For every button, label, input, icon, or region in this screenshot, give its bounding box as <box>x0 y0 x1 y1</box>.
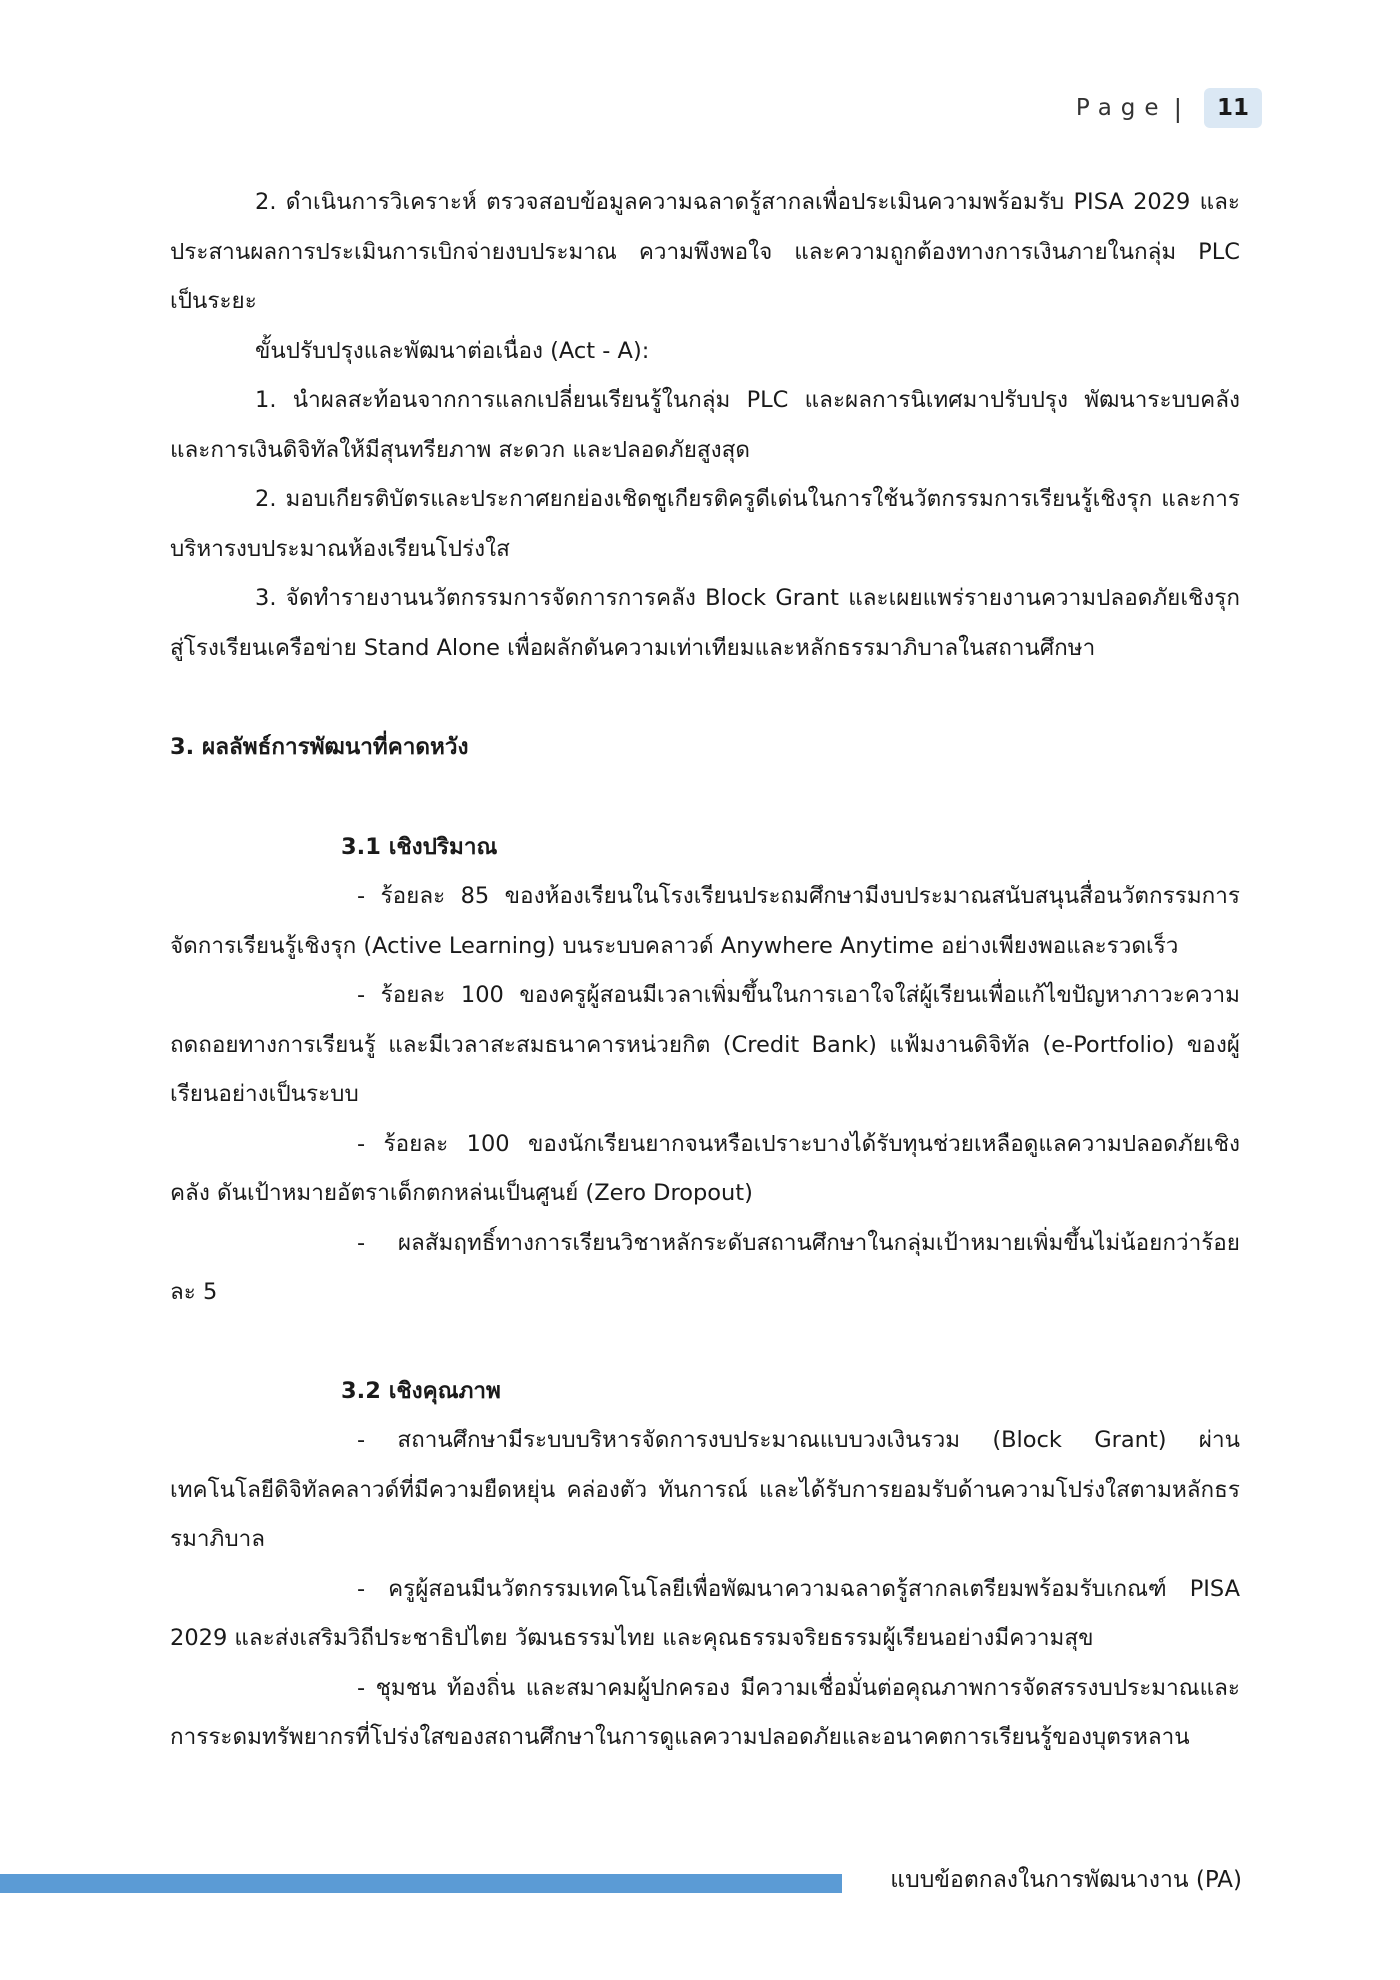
list-item: - ชุมชน ท้องถิ่น และสมาคมผู้ปกครอง มีความเชื่อมั่นต่อคุณภาพการจัดสรรงบประมาณและการระดมทรัพยากรที่โปร่งใสของสถานศึกษาในการดูแลความปลอดภัยและอนาคตการเรียนรู้ของบุตรหลาน <box>170 1674 1240 1750</box>
header-separator: | <box>1173 93 1182 123</box>
paragraph: 2. มอบเกียรติบัตรและประกาศยกย่องเชิดชูเกียรติครูดีเด่นในการใช้นวัตกรรมการเรียนรู้เชิงรุก และการบริหารงบประมาณห้องเรียนโปร่งใส <box>170 486 1240 562</box>
page-label: Page <box>1075 95 1168 121</box>
subsection-heading-quantitative: 3.1 เชิงปริมาณ <box>341 833 498 860</box>
act-phase-heading: ขั้นปรับปรุงและพัฒนาต่อเนื่อง (Act - A): <box>255 337 650 364</box>
section-heading: 3. ผลลัพธ์การพัฒนาที่คาดหวัง <box>170 734 469 760</box>
list-item: - ร้อยละ 100 ของครูผู้สอนมีเวลาเพิ่มขึ้นในการเอาใจใส่ผู้เรียนเพื่อแก้ไขปัญหาภาวะความถดถอยทางการเรียนรู้ และมีเวลาสะสมธนาคารหน่วยกิต (Credit Bank) แฟ้มงานดิจิทัล (e-Portfolio) ของผู้เรียนอย่างเป็นระบบ <box>170 982 1240 1107</box>
spacer <box>170 673 1240 723</box>
document-body <box>170 178 1240 1763</box>
list-item: - ครูผู้สอนมีนวัตกรรมเทคโนโลยีเพื่อพัฒนาความฉลาดรู้สากลเตรียมพร้อมรับเกณฑ์ PISA 2029 และส่งเสริมวิถีประชาธิปไตย วัฒนธรรมไทย และคุณธรรมจริยธรรมผู้เรียนอย่างมีความสุข <box>170 1575 1240 1651</box>
paragraph: 2. ดำเนินการวิเคราะห์ ตรวจสอบข้อมูลความฉลาดรู้สากลเพื่อประเมินความพร้อมรับ PISA 2029 และประสานผลการประเมินการเบิกจ่ายงบประมาณ ความพึงพอใจ และความถูกต้องทางการเงินภายในกลุ่ม PLC เป็นระยะ <box>170 189 1240 314</box>
list-item: - ร้อยละ 100 ของนักเรียนยากจนหรือเปราะบางได้รับทุนช่วยเหลือดูแลความปลอดภัยเชิงคลัง ดันเป้าหมายอัตราเด็กตกหล่นเป็นศูนย์ (Zero Dropout) <box>170 1130 1240 1206</box>
paragraph: 3. จัดทำรายงานนวัตกรรมการจัดการการคลัง Block Grant และเผยแพร่รายงานความปลอดภัยเชิงรุกสู่โรงเรียนเครือข่าย Stand Alone เพื่อผลักดันความเท่าเทียมและหลักธรรมาภิบาลในสถานศึกษา <box>170 585 1240 661</box>
list-item: - สถานศึกษามีระบบบริหารจัดการงบประมาณแบบวงเงินรวม (Block Grant) ผ่านเทคโนโลยีดิจิทัลคลาวด์ที่มีความยืดหยุ่น คล่องตัว ทันการณ์ และได้รับการยอมรับด้านความโปร่งใสตามหลักธรรมาภิบาล <box>170 1427 1240 1552</box>
footer-title: แบบข้อตกลงในการพัฒนางาน (PA) <box>890 1867 1242 1893</box>
spacer <box>170 1318 1240 1367</box>
list-item: - ผลสัมฤทธิ์ทางการเรียนวิชาหลักระดับสถานศึกษาในกลุ่มเป้าหมายเพิ่มขึ้นไม่น้อยกว่าร้อยละ 5 <box>170 1229 1240 1305</box>
footer-bar <box>0 1874 842 1893</box>
list-item: - ร้อยละ 85 ของห้องเรียนในโรงเรียนประถมศึกษามีงบประมาณสนับสนุนสื่อนวัตกรรมการจัดการเรียนรู้เชิงรุก (Active Learning) บนระบบคลาวด์ Anywhere Anytime อย่างเพียงพอและรวดเร็ว <box>170 883 1240 959</box>
page-header <box>1076 88 1262 128</box>
subsection-heading-qualitative: 3.2 เชิงคุณภาพ <box>341 1377 501 1404</box>
paragraph: 1. นำผลสะท้อนจากการแลกเปลี่ยนเรียนรู้ในกลุ่ม PLC และผลการนิเทศมาปรับปรุง พัฒนาระบบคลังและการเงินดิจิทัลให้มีสุนทรียภาพ สะดวก และปลอดภัยสูงสุด <box>170 387 1240 463</box>
spacer <box>170 773 1240 823</box>
page-number-badge: 11 <box>1204 88 1262 128</box>
